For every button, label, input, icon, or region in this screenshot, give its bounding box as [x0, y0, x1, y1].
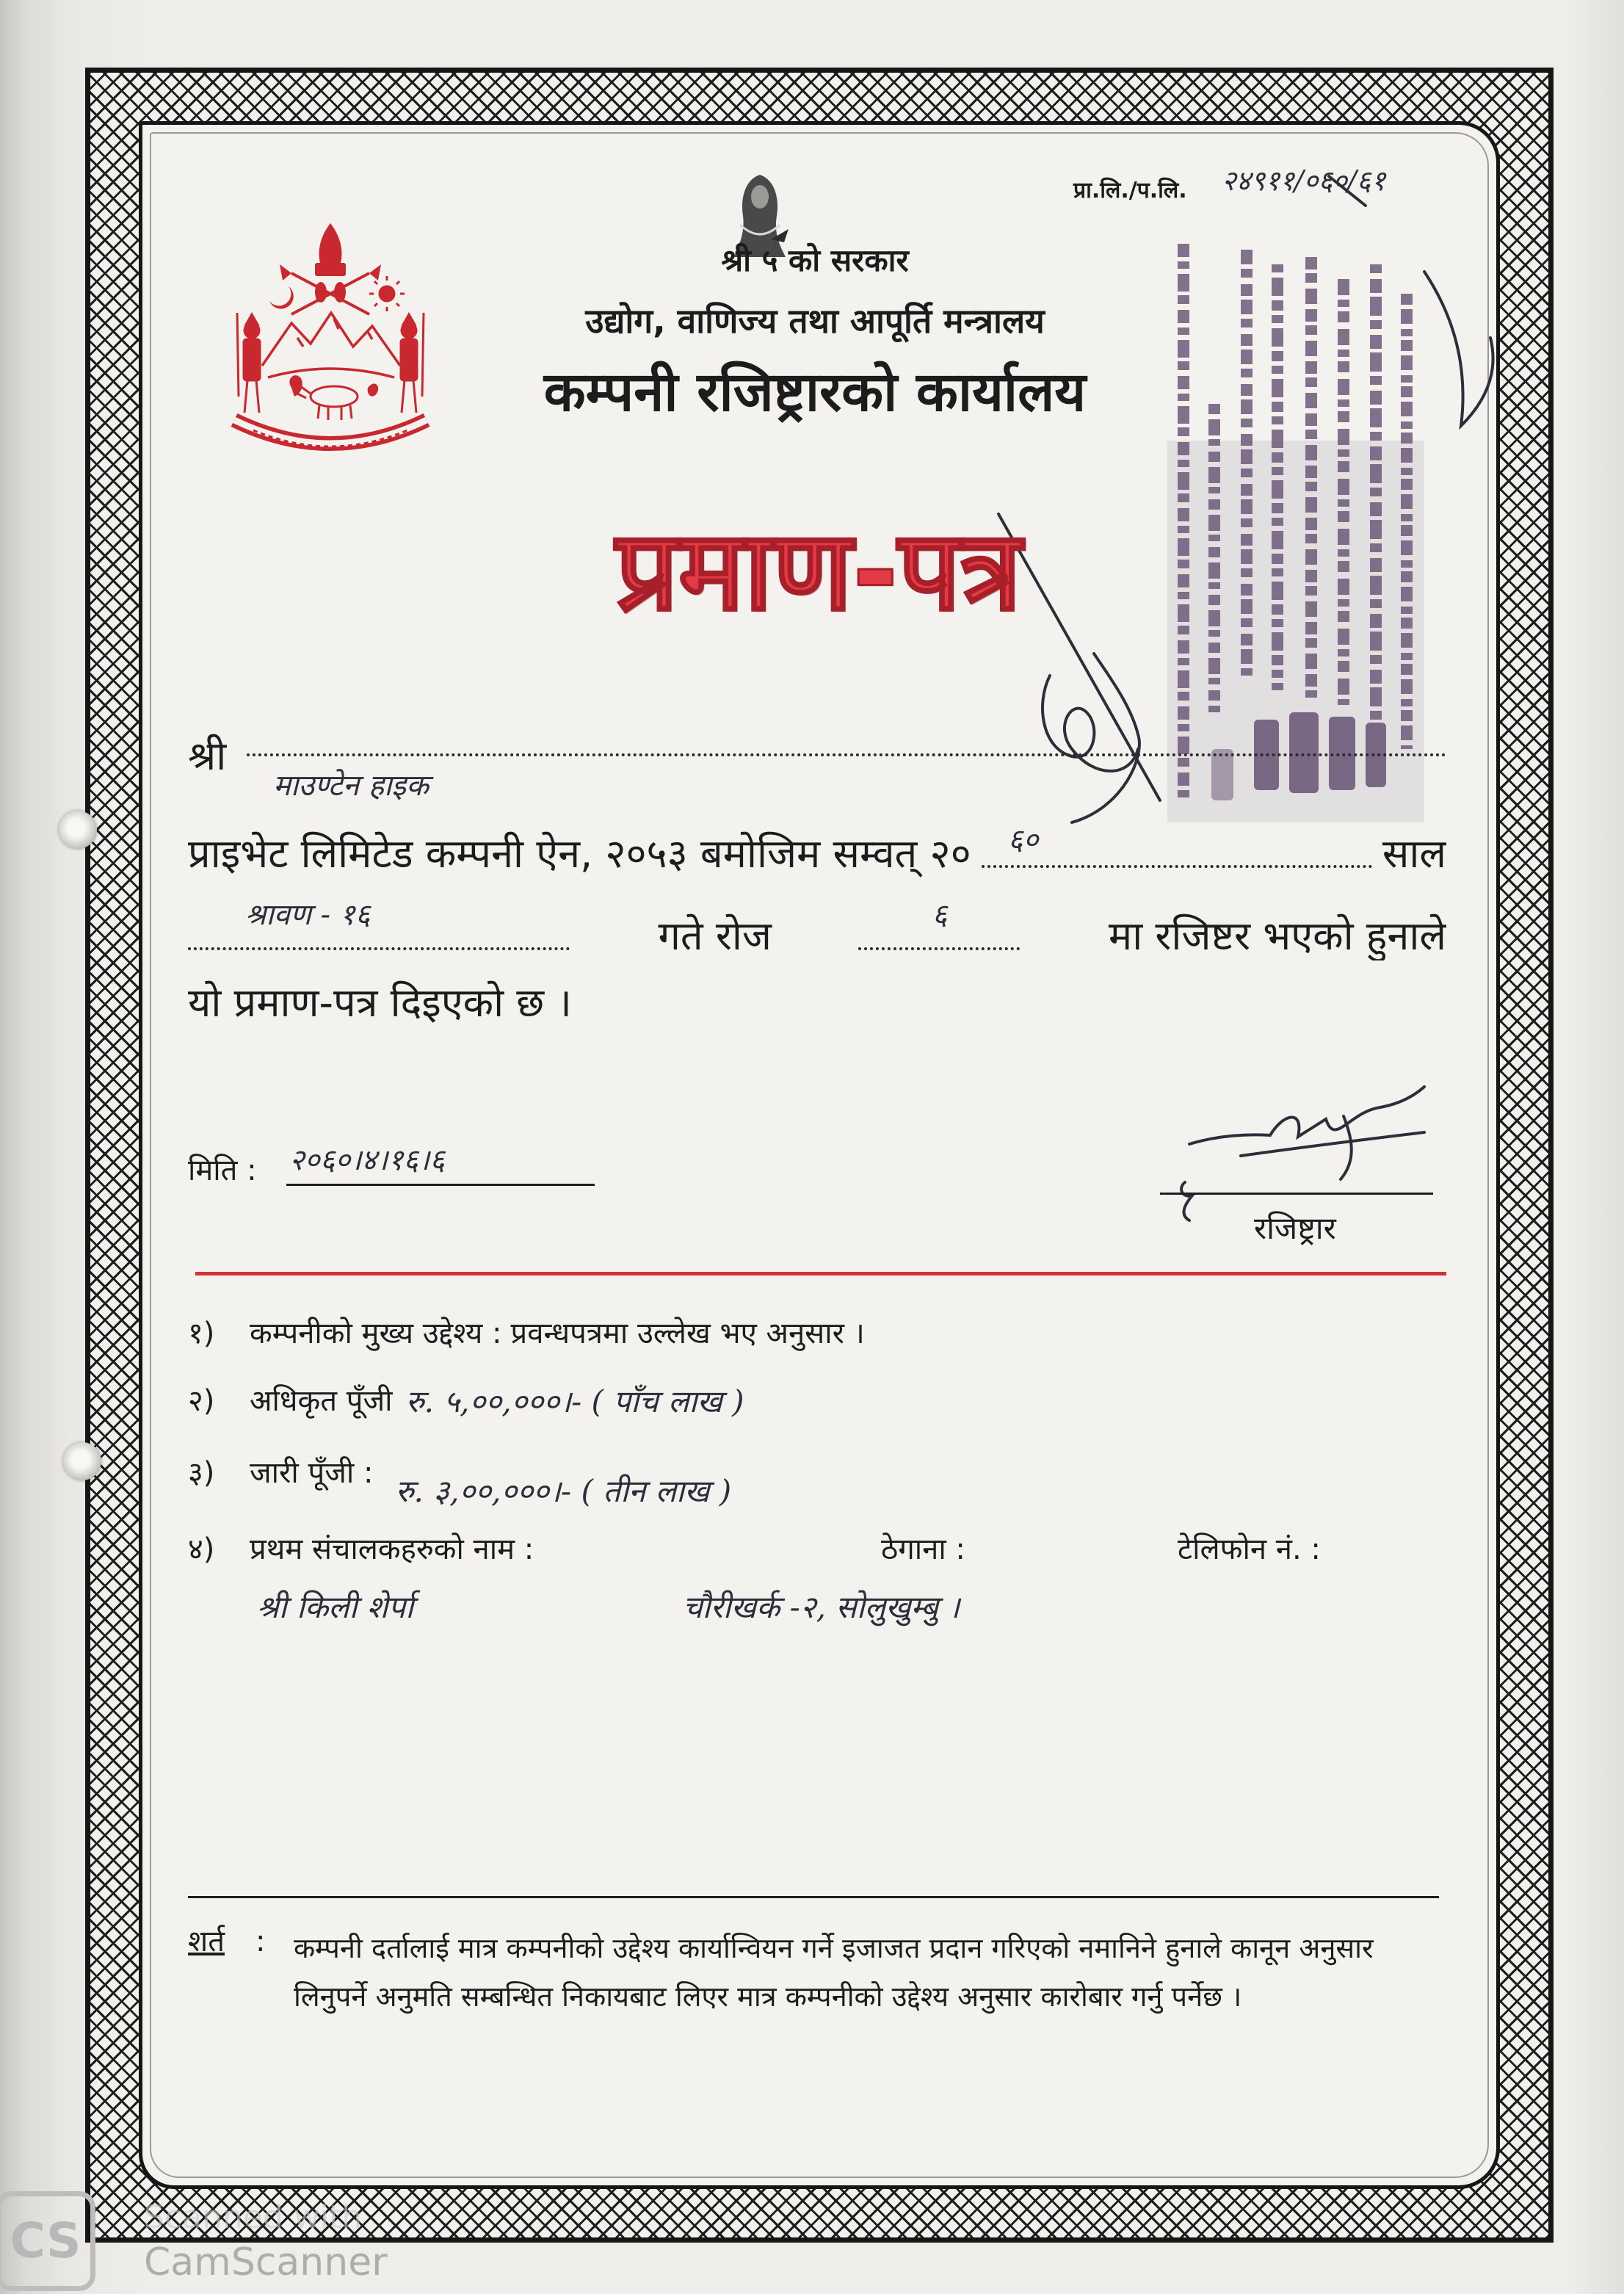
detail-label: अधिकृत पूँजी: [250, 1384, 393, 1418]
government-heading: श्री ५ को सरकार: [721, 242, 909, 278]
company-name-handwritten: माउण्टेन हाइक: [273, 769, 429, 803]
watermark-scanned-with: Scanned with: [144, 2199, 363, 2236]
day-weekday-label: गते रोज: [658, 913, 772, 960]
registered-text: मा रजिष्टर भएको हुनाले: [1108, 913, 1446, 960]
emblem-crossed-flags: [291, 273, 369, 314]
month-day-dotted-field: [188, 899, 570, 950]
issued-capital-handwritten: रु. ३,००,०००।- ( तीन लाख ): [395, 1473, 732, 1509]
detail-number: ४): [188, 1533, 215, 1566]
registrar-title: रजिष्ट्रार: [1254, 1210, 1336, 1246]
detail-number: २): [188, 1384, 215, 1418]
detail-issued-capital: [188, 1455, 1446, 1522]
punch-hole-top: [59, 811, 97, 849]
month-day-handwritten: श्रावण - १६: [245, 899, 371, 932]
date-underline: [286, 1184, 595, 1186]
weekday-handwritten: ६: [932, 899, 948, 932]
office-heading: कम्पनी रजिष्ट्रारको कार्यालय: [543, 361, 1087, 424]
detail-label: जारी पूँजी :: [250, 1456, 374, 1490]
detail-number: १): [188, 1317, 215, 1350]
certificate-title: प्रमाण-पत्र: [615, 507, 1022, 635]
condition-line-2: लिनुपर्ने अनुमति सम्बन्धित निकायबाट लिएर मात्र कम्पनीको उद्देश्य अनुसार कारोबार गर्नु पर्नेछ ।: [294, 1980, 1242, 2013]
authorized-capital-handwritten: रु. ५,००,०००।- ( पाँच लाख ): [405, 1383, 744, 1419]
reference-label: प्रा.लि./प.लि.: [1073, 178, 1187, 203]
condition-divider: [188, 1896, 1439, 1898]
date-label: मिति :: [188, 1154, 257, 1187]
detail-label: प्रथम संचालकहरुको नाम :: [250, 1533, 534, 1566]
emblem-sun: [369, 276, 405, 311]
company-name-dotted-line: [247, 742, 1446, 756]
detail-first-directors: [188, 1532, 849, 1567]
ministry-heading: उद्योग, वाणिज्य तथा आपूर्ति मन्त्रालय: [585, 301, 1045, 341]
phone-column-label: टेलिफोन नं. :: [1178, 1533, 1321, 1566]
honorific: श्री: [188, 733, 227, 779]
date-handwritten: २०६०।४।१६।६: [289, 1143, 445, 1177]
year-dotted-field: [982, 824, 1372, 868]
registration-date-line: [188, 899, 1446, 960]
certificate-issued-text: यो प्रमाण-पत्र दिइएको छ ।: [188, 980, 572, 1026]
emblem-moon: [269, 286, 294, 309]
detail-label: कम्पनीको मुख्य उद्देश्य :: [250, 1317, 502, 1350]
emblem-crown: [315, 223, 346, 276]
condition-text: [294, 1924, 1446, 2021]
weekday-dotted-field: [858, 899, 1020, 950]
detail-authorized-capital: [188, 1383, 1446, 1420]
condition-colon: :: [255, 1925, 266, 1958]
red-divider: [195, 1272, 1446, 1276]
watermark-camscanner: CamScanner: [144, 2240, 388, 2284]
year-handwritten: ६०: [1007, 823, 1039, 857]
handwritten-annotation-marks: [984, 147, 1527, 837]
registrar-signature-line: [1160, 1193, 1433, 1195]
act-text: प्राइभेट लिमिटेड कम्पनी ऐन, २०५३ बमोजिम सम्वत् २०: [188, 831, 971, 878]
address-column-label: ठेगाना :: [881, 1533, 965, 1566]
camscanner-logo-icon: CS: [0, 2191, 95, 2291]
punch-hole-bottom: [63, 1442, 101, 1480]
condition-label: शर्त: [188, 1925, 225, 1958]
emblem-cow: [297, 386, 358, 420]
year-suffix: साल: [1382, 831, 1446, 878]
reference-number-handwritten: २४९११/०६०/६१: [1222, 164, 1386, 197]
emblem-soldier-left: [237, 313, 260, 413]
director-address-handwritten: चौरीखर्क -२, सोलुखुम्बु ।: [683, 1589, 960, 1625]
director-name-handwritten: श्री किली शेर्पा: [257, 1589, 414, 1625]
detail-number: ३): [188, 1456, 215, 1490]
registration-act-line: [188, 817, 1446, 878]
condition-line-1: कम्पनी दर्तालाई मात्र कम्पनीको उद्देश्य कार्यान्वियन गर्ने इजाजत प्रदान गरिएको नमानिने हुनाले कानून अनुसार: [294, 1932, 1374, 1964]
nepal-coat-of-arms-icon: [224, 220, 437, 463]
registrar-signature: [1160, 1065, 1439, 1226]
detail-objective: [188, 1316, 1446, 1351]
detail-value: प्रवन्धपत्रमा उल्लेख भए अनुसार ।: [510, 1317, 865, 1350]
